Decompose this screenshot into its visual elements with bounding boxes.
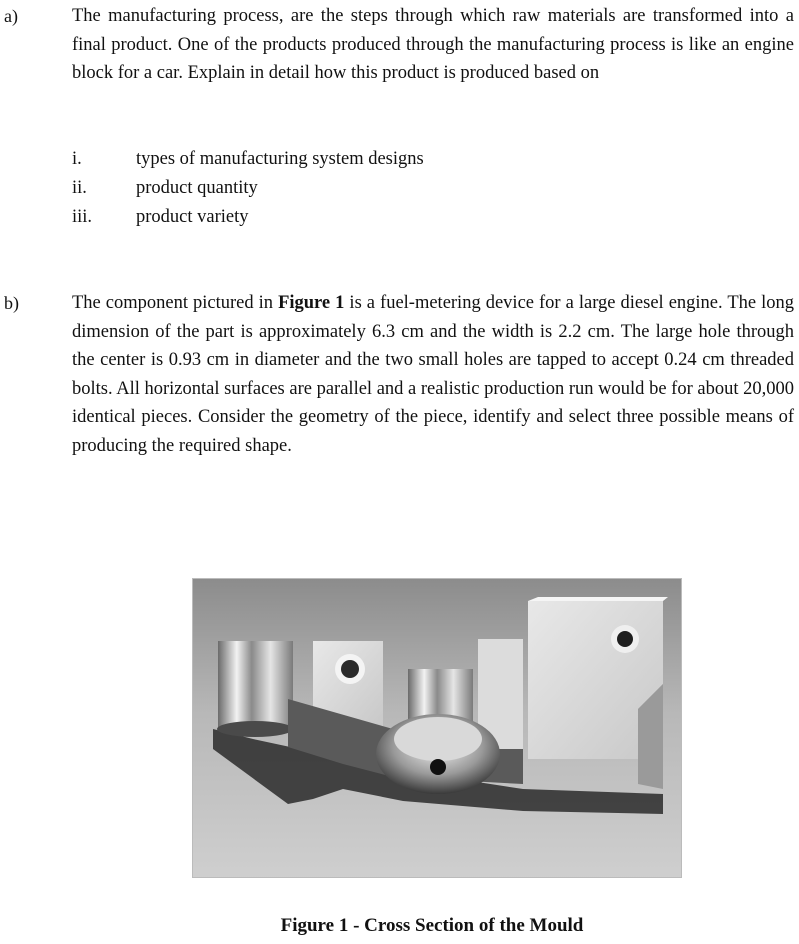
figure-reference: Figure 1 bbox=[278, 293, 345, 313]
list-item-number: ii. bbox=[72, 178, 87, 198]
list-item-number: i. bbox=[72, 149, 82, 169]
list-item bbox=[72, 174, 424, 203]
list-item-text: types of manufacturing system designs bbox=[136, 149, 424, 169]
question-b-text-post: is a fuel-metering device for a large diesel engine. The long dimension of the part is approximately 6.3 cm and the width is 2.2 cm. The large hole through the center is 0.93 cm in diameter and the two small holes are tapped to accept 0.24 cm threaded bolts. All horizontal surfaces are parallel and a realistic production run would be for about 20,000 identical pieces. Consider the geometry of the piece, identify and select three possible means of producing the required shape. bbox=[72, 293, 794, 456]
list-item-text: product quantity bbox=[136, 178, 258, 198]
figure-caption: Figure 1 - Cross Section of the Mould bbox=[280, 915, 584, 936]
list-item-number: iii. bbox=[72, 207, 93, 227]
figure-1-photo bbox=[192, 578, 682, 878]
list-item-text: product variety bbox=[136, 207, 249, 227]
question-a-label: a) bbox=[4, 6, 18, 26]
question-b-text bbox=[72, 289, 794, 461]
question-b-label: b) bbox=[4, 293, 19, 313]
question-b-text-pre: The component pictured in bbox=[72, 293, 279, 313]
list-item bbox=[72, 145, 424, 174]
list-item bbox=[72, 203, 424, 232]
question-a-subitems bbox=[72, 145, 424, 232]
question-a-text: The manufacturing process, are the steps through which raw materials are transformed into a final product. One of the products produced through the manufacturing process is like an engine block for a car. Explain in detail how this product is produced based on bbox=[72, 6, 794, 84]
